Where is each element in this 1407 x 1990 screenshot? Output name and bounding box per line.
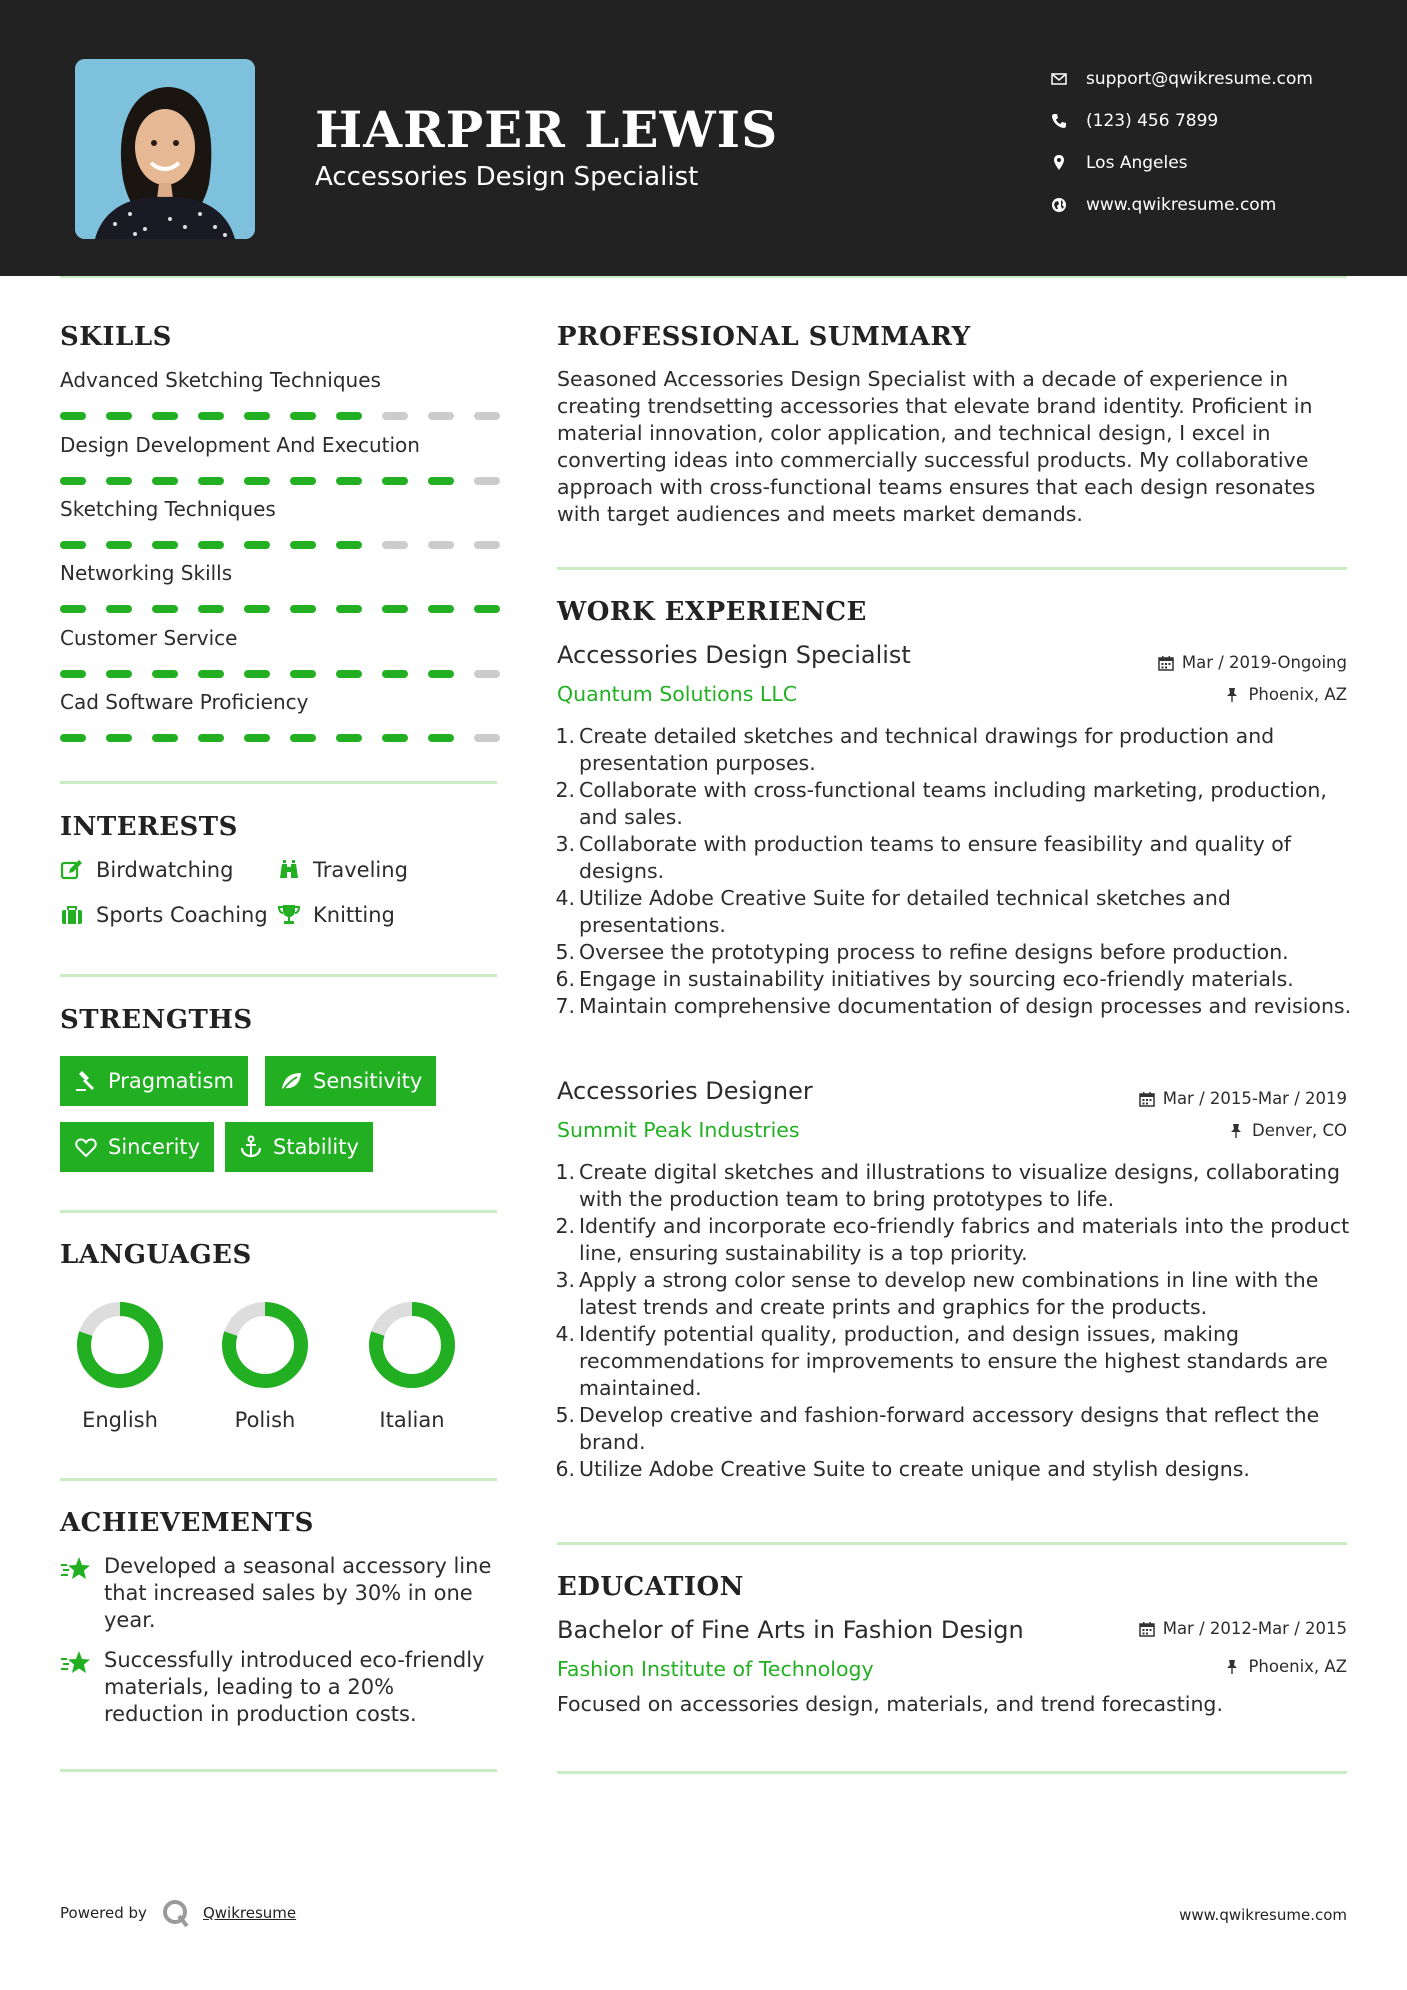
skill-level-dot [60,605,86,613]
skill-level-meter [60,734,500,742]
skill-level-dot [428,541,454,549]
languages-divider [60,1478,497,1481]
skill-level-dot [106,477,132,485]
skill-level-dot [290,670,316,678]
contact-website[interactable] [1050,184,1313,226]
skill-name: Customer Service [60,626,238,650]
skill-level-dot [152,477,178,485]
experience-divider [557,1542,1347,1545]
star-icon [60,1649,92,1677]
contact-email[interactable] [1050,58,1313,100]
contact-phone[interactable] [1050,100,1313,142]
leaf-icon [279,1069,303,1093]
summary-divider [557,567,1347,570]
skill-level-dot [244,477,270,485]
candidate-title: Accessories Design Specialist [315,162,699,192]
trophy-icon [277,903,301,927]
job-bullets [553,1159,1353,1483]
calendar-icon [1158,655,1174,671]
skill-level-dot [198,605,224,613]
skill-level-dot [474,412,500,420]
skill-level-dot [290,605,316,613]
skill-name: Design Development And Execution [60,433,420,457]
job-bullets [553,723,1353,1020]
skill-level-dot [244,734,270,742]
job-bullet: 1. Create digital sketches and illustrations to visualize designs, collaborating with the production team to bring prototypes to life. [555,1160,1340,1211]
footer-website[interactable]: www.qwikresume.com [1179,1906,1347,1924]
skill-level-dot [60,734,86,742]
qwikresume-link[interactable]: Qwikresume [202,1904,297,1922]
skill-level-dot [106,734,132,742]
job-bullet: 5. Develop creative and fashion-forward accessory designs that reflect the brand. [555,1403,1320,1454]
skills-divider [60,781,497,784]
gavel-icon [74,1069,98,1093]
skill-item [60,561,500,613]
skill-level-dot [152,541,178,549]
skill-level-dot [198,477,224,485]
interest-item: Knitting [277,903,395,927]
achievements-divider [60,1769,497,1772]
skill-level-dot [382,412,408,420]
strengths-divider [60,1210,497,1213]
education-dates: Mar / 2012-Mar / 2015 [1139,1619,1347,1638]
resume-header [0,0,1407,276]
contact-location [1050,142,1313,184]
job-location: Phoenix, AZ [1224,685,1347,704]
phone-icon [1050,112,1068,130]
footer-powered-by: Powered by Qwikresume [60,1898,296,1928]
job-location: Denver, CO [1228,1121,1347,1140]
language-gauge [367,1300,457,1390]
skill-level-dot [428,477,454,485]
job-bullet: 2. Identify and incorporate eco-friendly fabrics and materials into the product line, ensuring sustainability is a top priority. [555,1214,1350,1265]
skill-name: Cad Software Proficiency [60,690,309,714]
skill-level-dot [428,734,454,742]
skill-item [60,497,500,549]
skill-name: Advanced Sketching Techniques [60,368,381,392]
language-item [210,1300,320,1432]
skill-level-dot [336,541,362,549]
interests-heading: INTERESTS [60,812,238,842]
achievement-item: Successfully introduced eco-friendly materials, leading to a 20% reduction in production costs. [60,1647,500,1728]
skill-level-dot [198,412,224,420]
job-bullet: 1. Create detailed sketches and technical drawings for production and presentation purposes. [555,724,1275,775]
pushpin-icon [1224,1659,1240,1675]
calendar-icon [1139,1091,1155,1107]
languages-heading: LANGUAGES [60,1240,252,1270]
skill-level-dot [244,541,270,549]
phone-text: (123) 456 7899 [1086,111,1219,131]
envelope-icon [1050,70,1068,88]
skill-level-dot [106,541,132,549]
job-title: Accessories Designer [557,1077,813,1105]
experience-heading: WORK EXPERIENCE [557,597,867,627]
candidate-name: HARPER LEWIS [315,100,779,159]
skill-item [60,690,500,742]
job-company: Quantum Solutions LLC [557,682,798,706]
skill-level-dot [474,541,500,549]
language-name: Polish [234,1408,296,1432]
job-bullet: 6. Utilize Adobe Creative Suite to create unique and stylish designs. [555,1457,1250,1481]
skill-level-dot [152,734,178,742]
skill-level-dot [244,670,270,678]
skill-level-dot [290,412,316,420]
skill-level-dot [60,477,86,485]
profile-photo [75,59,255,239]
location-text: Los Angeles [1086,153,1188,173]
achievement-item: Developed a seasonal accessory line that increased sales by 30% in one year. [60,1553,500,1634]
skill-level-dot [428,412,454,420]
job-title: Accessories Design Specialist [557,641,911,669]
skill-level-dot [198,670,224,678]
job-bullet: 2. Collaborate with cross-functional teams including marketing, production, and sales. [555,778,1327,829]
skill-level-dot [382,734,408,742]
skill-level-dot [382,670,408,678]
job-bullet: 6. Engage in sustainability initiatives by sourcing eco-friendly materials. [555,967,1294,991]
education-school: Fashion Institute of Technology [557,1657,874,1681]
skill-level-meter [60,670,500,678]
job-company: Summit Peak Industries [557,1118,800,1142]
skill-level-dot [60,412,86,420]
skill-level-dot [474,477,500,485]
strength-badge: Pragmatism [60,1056,248,1106]
anchor-icon [239,1135,263,1159]
skill-name: Networking Skills [60,561,233,585]
education-location: Phoenix, AZ [1224,1657,1347,1676]
education-description: Focused on accessories design, materials, and trend forecasting. [557,1692,1223,1716]
achievements-heading: ACHIEVEMENTS [60,1508,314,1538]
skill-level-dot [382,541,408,549]
interest-item: Birdwatching [60,858,233,882]
language-item [357,1300,467,1432]
skill-level-dot [428,670,454,678]
calendar-icon [1139,1621,1155,1637]
language-name: Italian [379,1408,445,1432]
skill-level-meter [60,541,500,549]
website-text: www.qwikresume.com [1086,195,1277,215]
skill-level-dot [106,670,132,678]
skill-level-dot [60,541,86,549]
skill-level-dot [198,541,224,549]
skill-level-dot [336,605,362,613]
skill-item [60,626,500,678]
education-heading: EDUCATION [557,1572,744,1602]
skill-level-dot [152,412,178,420]
edit-icon [60,858,84,882]
job-bullet: 3. Collaborate with production teams to ensure feasibility and quality of designs. [555,832,1292,883]
language-gauge [220,1300,310,1390]
skill-level-dot [290,541,316,549]
job-bullet: 7. Maintain comprehensive documentation of design processes and revisions. [555,994,1352,1018]
contact-info [1050,58,1313,226]
skill-name: Sketching Techniques [60,497,276,521]
summary-heading: PROFESSIONAL SUMMARY [557,322,971,352]
skill-level-dot [106,605,132,613]
skill-level-dot [244,605,270,613]
language-gauge [75,1300,165,1390]
pushpin-icon [1228,1123,1244,1139]
job-dates: Mar / 2019-Ongoing [1158,653,1347,672]
skill-level-dot [290,477,316,485]
education-divider [557,1771,1347,1774]
map-pin-icon [1050,154,1068,172]
skill-level-meter [60,605,500,613]
summary-text: Seasoned Accessories Design Specialist with a decade of experience in creating trendsetting accessories that elevate brand identity. Proficient in material innovation, color application, and technical design, I excel in converting ideas into commercially successful products. My collaborative approach with cross-functional teams ensures that each design resonates with target audiences and meets market demands. [557,367,1316,526]
skill-level-dot [336,477,362,485]
globe-icon [1050,196,1068,214]
interest-item: Sports Coaching [60,903,268,927]
skill-level-dot [474,605,500,613]
star-icon [60,1555,92,1583]
strength-badge: Sincerity [60,1122,214,1172]
skill-level-dot [474,670,500,678]
skill-level-meter [60,412,500,420]
skill-level-dot [198,734,224,742]
strength-badge: Stability [225,1122,373,1172]
skill-item [60,368,500,420]
language-name: English [82,1408,158,1432]
skill-level-dot [382,605,408,613]
skill-level-dot [382,477,408,485]
skill-level-dot [474,734,500,742]
heart-icon [74,1135,98,1159]
skill-level-dot [106,412,132,420]
job-bullet: 4. Utilize Adobe Creative Suite for detailed technical sketches and presentations. [555,886,1231,937]
skill-level-dot [336,412,362,420]
job-dates: Mar / 2015-Mar / 2019 [1139,1089,1347,1108]
qwikresume-logo-icon [161,1898,191,1928]
pushpin-icon [1224,687,1240,703]
skill-level-dot [244,412,270,420]
skills-heading: SKILLS [60,322,172,352]
email-text: support@qwikresume.com [1086,69,1313,89]
job-bullet: 3. Apply a strong color sense to develop new combinations in line with the latest trends and create prints and graphics for the products. [555,1268,1319,1319]
skill-item [60,433,500,485]
skill-level-dot [152,670,178,678]
job-bullet: 5. Oversee the prototyping process to refine designs before production. [555,940,1289,964]
skill-level-meter [60,477,500,485]
language-item [65,1300,175,1432]
skill-level-dot [290,734,316,742]
skill-level-dot [336,734,362,742]
header-divider [60,276,1347,278]
education-degree: Bachelor of Fine Arts in Fashion Design [557,1616,1024,1644]
strengths-heading: STRENGTHS [60,1005,253,1035]
skill-level-dot [336,670,362,678]
interests-divider [60,974,497,977]
job-bullet: 4. Identify potential quality, production, and design issues, making recommendations for improvements to ensure the highest standards are maintained. [555,1322,1328,1400]
interest-item: Traveling [277,858,408,882]
skill-level-dot [60,670,86,678]
binoculars-icon [277,858,301,882]
skill-level-dot [152,605,178,613]
strength-badge: Sensitivity [265,1056,436,1106]
skill-level-dot [428,605,454,613]
briefcase-icon [60,903,84,927]
